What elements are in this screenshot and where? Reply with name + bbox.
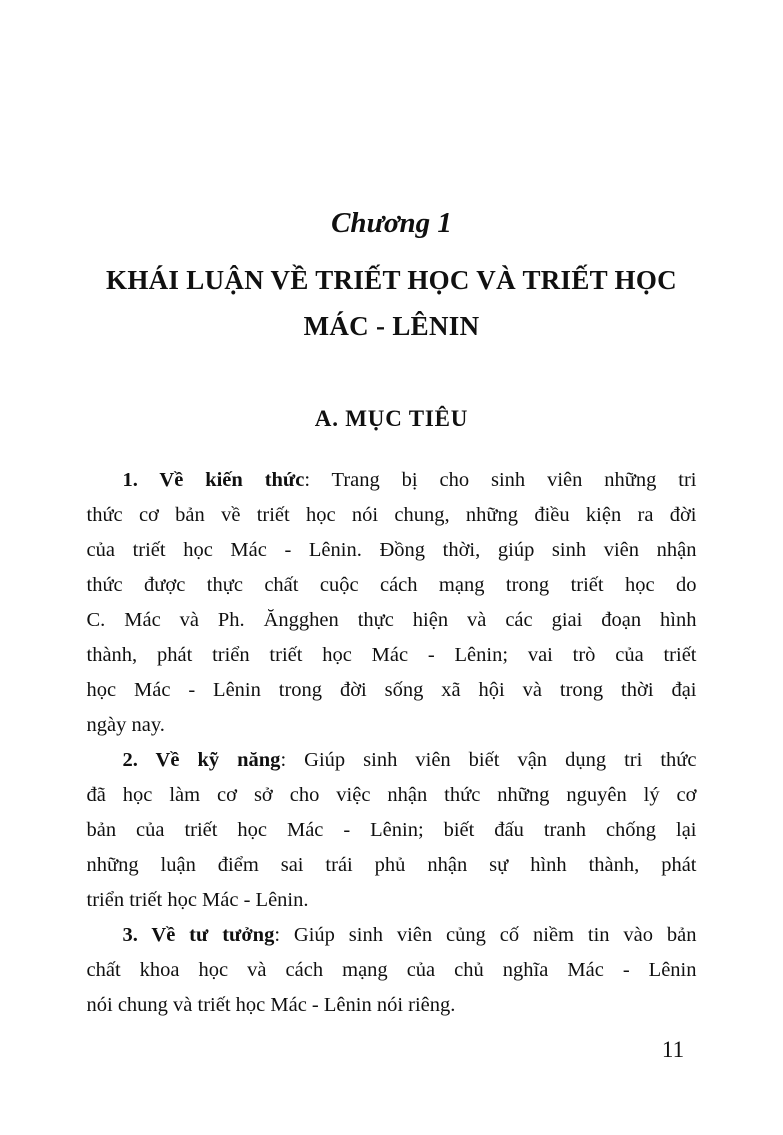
body-text <box>87 463 697 1023</box>
chapter-title <box>0 257 783 349</box>
text-line: triển triết học Mác - Lênin. <box>86 889 309 911</box>
text-line: những luận điểm sai trái phủ nhận sự hình thành, phát <box>86 854 697 876</box>
paragraph <box>87 743 697 918</box>
text-line: C. Mác và Ph. Ăngghen thực hiện và các giai đoạn hình <box>86 609 697 631</box>
paragraph <box>87 463 697 743</box>
chapter-title-line-2: MÁC - LÊNIN <box>303 311 480 341</box>
chapter-label: Chương 1 <box>331 207 452 239</box>
chapter-title-line-1: KHÁI LUẬN VỀ TRIẾT HỌC VÀ TRIẾT HỌC <box>106 265 677 295</box>
paragraph-lead: 2. Về kỹ năng <box>122 749 281 771</box>
text-line: 3. Về tư tưởng: Giúp sinh viên củng cố niềm tin vào bản <box>122 924 697 946</box>
text-line: chất khoa học và cách mạng của chủ nghĩa Mác - Lênin <box>86 959 697 981</box>
text-line: thành, phát triển triết học Mác - Lênin; vai trò của triết <box>86 644 697 666</box>
paragraph <box>87 918 697 1023</box>
text-line: thức cơ bản về triết học nói chung, những điều kiện ra đời <box>86 504 697 526</box>
paragraph-lead: 1. Về kiến thức <box>122 469 305 491</box>
text-line: bản của triết học Mác - Lênin; biết đấu tranh chống lại <box>86 819 697 841</box>
text-line: học Mác - Lênin trong đời sống xã hội và trong thời đại <box>86 679 697 701</box>
section-heading: A. MỤC TIÊU <box>314 406 469 431</box>
page-number: 11 <box>661 1037 685 1062</box>
text-line: thức được thực chất cuộc cách mạng trong triết học do <box>86 574 697 596</box>
text-line: 2. Về kỹ năng: Giúp sinh viên biết vận dụng tri thức <box>122 749 697 771</box>
text-line: ngày nay. <box>86 714 165 736</box>
text-line: của triết học Mác - Lênin. Đồng thời, giúp sinh viên nhận <box>86 539 697 561</box>
text-line: nói chung và triết học Mác - Lênin nói riêng. <box>86 994 456 1016</box>
paragraph-lead: 3. Về tư tưởng <box>122 924 275 946</box>
text-line: 1. Về kiến thức: Trang bị cho sinh viên những tri <box>122 469 697 491</box>
text-line: đã học làm cơ sở cho việc nhận thức những nguyên lý cơ <box>86 784 697 806</box>
